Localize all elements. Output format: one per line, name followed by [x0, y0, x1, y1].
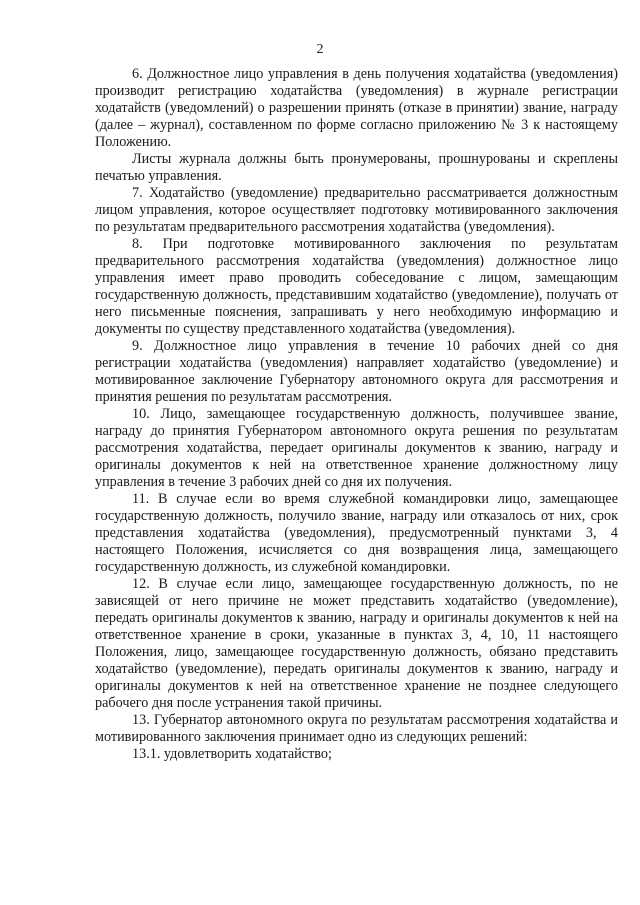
document-body: [95, 66, 618, 763]
paragraph-6: 6. Должностное лицо управления в день получения ходатайства (уведомления) производит регистрацию ходатайства (уведомления) в журнале регистрации ходатайств (уведомлений) о разрешении принять (отказе в принятии) звание, награду (далее – журнал), составленном по форме согласно приложению № 3 к настоящему Положению.: [95, 66, 618, 150]
paragraph-13-1: 13.1. удовлетворить ходатайство;: [132, 746, 332, 762]
paragraph-11: 11. В случае если во время служебной командировки лицо, замещающее государственную должность, получило звание, награду или отказалось от них, срок представления ходатайства (уведомления), предусмотренный пунктами 3, 4 настоящего Положения, исчисляется со дня возвращения лица, замещающего государственную должность, из служебной командировки.: [95, 491, 618, 575]
paragraph-8: 8. При подготовке мотивированного заключения по результатам предварительного рассмотрения ходатайства (уведомления) должностное лицо управления имеет право проводить собеседование с лицом, замещающим государственную должность, представившим ходатайство (уведомление), получать от него письменные пояснения, запрашивать у него необходимую информацию и документы по существу представленного ходатайства (уведомления).: [95, 236, 618, 337]
paragraph-journal-sheets: Листы журнала должны быть пронумерованы, прошнурованы и скреплены печатью управления.: [95, 151, 618, 184]
paragraph-9: 9. Должностное лицо управления в течение 10 рабочих дней со дня регистрации ходатайства (уведомления) направляет ходатайство (уведомление) и мотивированное заключение Губернатору автономного округа для рассмотрения и принятия решения по результатам рассмотрения.: [95, 338, 618, 405]
paragraph-12: 12. В случае если лицо, замещающее государственную должность, по не зависящей от него причине не может представить ходатайство (уведомление), передать оригиналы документов к званию, награду и оригиналы документов к ней на ответственное хранение в сроки, указанные в пунктах 3, 4, 10, 11 настоящего Положения, лицо, замещающее государственную должность, обязано представить ходатайство (уведомление), передать оригиналы документов к званию, награду и оригиналы документов к ней на ответственное хранение не позднее следующего рабочего дня после устранения такой причины.: [95, 576, 618, 711]
paragraph-13: 13. Губернатор автономного округа по результатам рассмотрения ходатайства и мотивированного заключения принимает одно из следующих решений:: [95, 712, 618, 745]
paragraph-10: 10. Лицо, замещающее государственную должность, получившее звание, награду до принятия Губернатором автономного округа решения по результатам рассмотрения ходатайства, передает оригиналы документов к званию, награду и оригиналы документов к ней на ответственное хранение должностному лицу управления в течение 3 рабочих дней со дня их получения.: [95, 406, 618, 490]
paragraph-7: 7. Ходатайство (уведомление) предварительно рассматривается должностным лицом управления, которое осуществляет подготовку мотивированного заключения по результатам предварительного рассмотрения ходатайства (уведомления).: [95, 185, 618, 235]
page-number: 2: [316, 42, 324, 57]
